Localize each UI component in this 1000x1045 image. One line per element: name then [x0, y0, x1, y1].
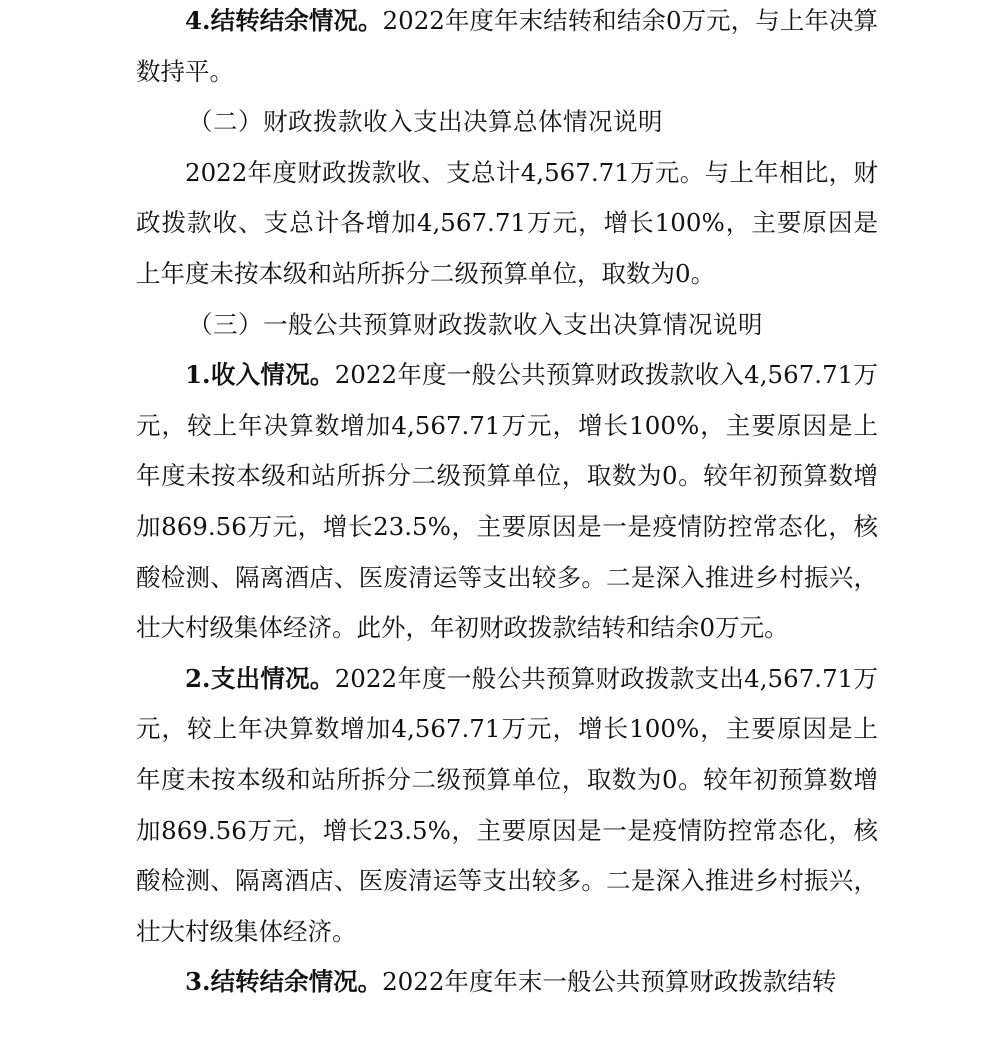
- paragraph-body: 2022年度年末一般公共预算财政拨款结转: [382, 967, 837, 997]
- section-heading-3: （三）一般公共预算财政拨款收入支出决算情况说明: [188, 309, 763, 339]
- paragraph-body: 2022年度年末结转和结余0万元，与上年决算数持平。: [136, 6, 879, 86]
- document-page: [136, 0, 878, 1008]
- paragraph-lead: 4.结转结余情况。: [185, 6, 383, 35]
- paragraph-lead: 3.结转结余情况。: [185, 967, 383, 997]
- paragraph-carryover-summary: [136, 0, 878, 97]
- paragraph-income: [136, 350, 878, 654]
- section-heading-2: （二）财政拨款收入支出决算总体情况说明: [188, 107, 663, 137]
- paragraph-lead: 1.收入情况。: [185, 360, 335, 390]
- paragraph-appropriation-overview: 2022年度财政拨款收、支总计4,567.71万元。与上年相比，财政拨款收、支总计各增加4,567.71万元，增长100%，主要原因是上年度未按本级和站所拆分二级预算单位，取数为0。: [136, 157, 878, 288]
- paragraph-carryover-general: [136, 957, 878, 1008]
- paragraph-lead: 2.支出情况。: [185, 663, 335, 693]
- paragraph-expenditure: [136, 654, 878, 958]
- paragraph-body: 2022年度一般公共预算财政拨款支出4,567.71万元，较上年决算数增加4,567.71万元，增长100%，主要原因是上年度未按本级和站所拆分二级预算单位，取数为0。较年初预算数增加869.56万元，增长23.5%，主要原因是一是疫情防控常态化，核酸检测、隔离酒店、医废清运等支出较多。二是深入推进乡村振兴，壮大村级集体经济。: [136, 663, 879, 946]
- paragraph-body: 2022年度一般公共预算财政拨款收入4,567.71万元，较上年决算数增加4,567.71万元，增长100%，主要原因是上年度未按本级和站所拆分二级预算单位，取数为0。较年初预算数增加869.56万元，增长23.5%，主要原因是一是疫情防控常态化，核酸检测、隔离酒店、医废清运等支出较多。二是深入推进乡村振兴，壮大村级集体经济。此外，年初财政拨款结转和结余0万元。: [136, 360, 879, 643]
